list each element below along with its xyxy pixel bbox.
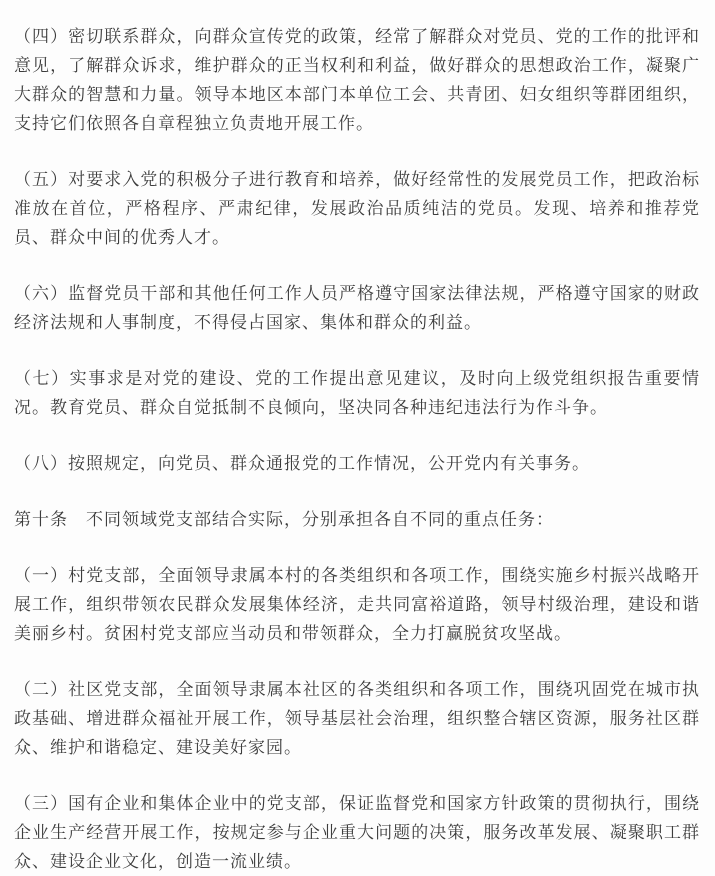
para-article-10-heading: 第十条 不同领域党支部结合实际，分别承担各自不同的重点任务： (14, 510, 554, 529)
para-item-2-community: （二）社区党支部，全面领导隶属本社区的各类组织和各项工作，围绕巩固党在城市执政基础、增进群众福祉开展工作，领导基层社会治理，组织整合辖区资源，服务社区群众、维护和谐稳定、建设美好家园。 (14, 680, 700, 757)
para-item-3-enterprise: （三）国有企业和集体企业中的党支部，保证监督党和国家方针政策的贯彻执行，围绕企业生产经营开展工作，按规定参与企业重大问题的决策，服务改革发展、凝聚职工群众、建设企业文化，创造一流业绩。 (14, 794, 700, 871)
para-clause-5: （五）对要求入党的积极分子进行教育和培养，做好经常性的发展党员工作，把政治标准放在首位，严格程序、严肃纪律，发展政治品质纯洁的党员。发现、培养和推荐党员、群众中间的优秀人才。 (14, 170, 700, 247)
para-clause-4: （四）密切联系群众，向群众宣传党的政策，经常了解群众对党员、党的工作的批评和意见，了解群众诉求，维护群众的正当权利和利益，做好群众的思想政治工作，凝聚广大群众的智慧和力量。领导本地区本部门本单位工会、共青团、妇女组织等群团组织，支持它们依照各自章程独立负责地开展工作。 (14, 27, 700, 133)
para-clause-6: （六）监督党员干部和其他任何工作人员严格遵守国家法律法规，严格遵守国家的财政经济法规和人事制度，不得侵占国家、集体和群众的利益。 (14, 284, 700, 332)
para-clause-8: （八）按照规定，向党员、群众通报党的工作情况，公开党内有关事务。 (14, 454, 590, 473)
para-clause-7: （七）实事求是对党的建设、党的工作提出意见建议，及时向上级党组织报告重要情况。教育党员、群众自觉抵制不良倾向，坚决同各种违纪违法行为作斗争。 (14, 369, 700, 417)
para-item-1-village: （一）村党支部，全面领导隶属本村的各类组织和各项工作，围绕实施乡村振兴战略开展工作，组织带领农民群众发展集体经济，走共同富裕道路，领导村级治理，建设和谐美丽乡村。贫困村党支部应当动员和带领群众，全力打赢脱贫攻坚战。 (14, 566, 700, 643)
